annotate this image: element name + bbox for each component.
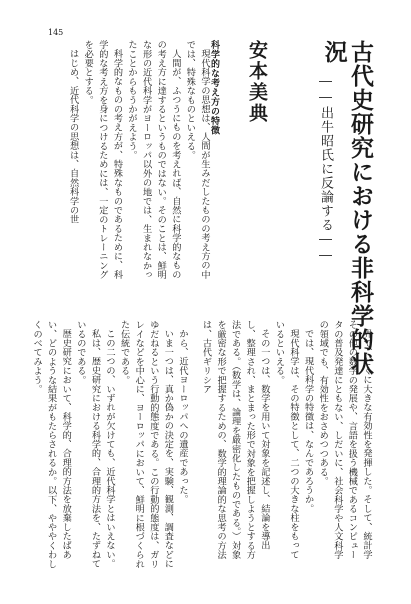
paragraph: 科学的なものの考え方が、特殊なものであるために、科学的な考え方を身につけるためには、一定のトレーニングを必要とする。 — [82, 40, 123, 280]
article-title: 古代史研究における非科学的状況 — [320, 40, 374, 376]
paragraph: 歴史研究において、科学的、合理的方法を放棄したばあい、どのような結果がもたらされるか。以下、やややくわしくのべてみよう。 — [31, 320, 72, 569]
paragraph: 現代科学は、その特徴として、二つの大きな柱をもっているといえる。 — [273, 320, 300, 560]
paragraph: から、近代ヨーロッパへの遺産であった。 — [177, 329, 188, 504]
body-text-upper — [36, 40, 211, 284]
author-name: 安本美典 — [246, 40, 268, 124]
paragraph: 現代科学の思想は、人間が生みだしたものの考え方の中では、特殊なものといえる。 — [184, 40, 210, 280]
paragraph: 私は、歴史研究における科学的、合理的方法を、たずねているのである。 — [74, 320, 101, 569]
paragraph: 界で、とくに大きな有効性を発揮した。そして、統計学その他の数学の発展や、言語を扱う機械であるコンピュータの普及発達にともない、しだいに、社会科学や人文科学の領域でも、有効性をおさめつつある。 — [317, 320, 372, 560]
paragraph: はじめ、近代科学の思想は、自然科学の世 — [67, 49, 79, 224]
section-heading: 科学的な考え方の特徴 — [209, 40, 219, 135]
paragraph: いま一つは、真か偽かの決定を、実験、観測、調査などにゆだねるという行動的態度である。この行動的態度は、ガリレイなどを中心に、ヨーロッパにおいて、鮮明に根づくられた伝統である。 — [118, 320, 174, 569]
paragraph: では、現代科学の特徴は、なんであろうか。 — [302, 329, 314, 514]
paragraph: 人間が、ふつうにものを考えれば、自然に科学的なものの考え方に達するというものではない。そのことは、鮮明な形の近代科学がヨーロッパ以外の地では、生まれなかったことからもうかがえよう。 — [126, 40, 181, 280]
paragraph: その一つは、数学を用いて対象を記述し、結論を導出し、整理され、まとまった形で対象を把握しようとする方法である。（数学は、論理を厳密化したものである。）対象を厳密な形で把握するための、数学的理論的な思考の方法は、古代ギリシア — [200, 320, 270, 560]
paragraph: この二つの、いずれが欠けても、近代科学とはいえない。 — [104, 329, 116, 569]
body-text-lower-left — [31, 320, 189, 574]
article-subtitle: ――出牛昭氏に反論する―― — [318, 74, 333, 264]
page-number: 145 — [48, 28, 64, 37]
